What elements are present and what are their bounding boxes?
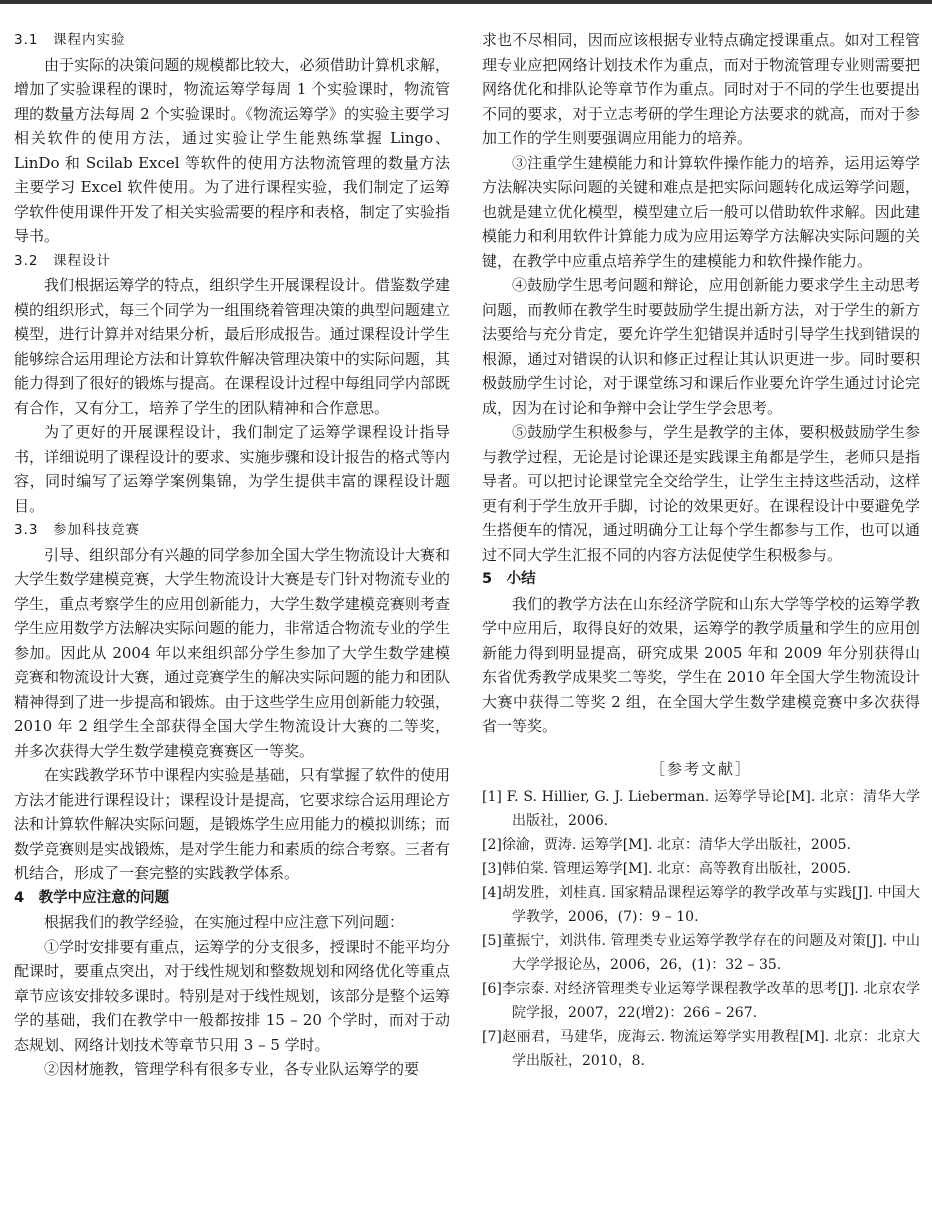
references-heading: ［参考文献］: [649, 759, 752, 778]
point-4-paragraph: ④鼓励学生思考问题和辩论，应用创新能力要求学生主动思考问题，而教师在教学生时要鼓励学生提出新方法，对于学生的新方法要给与充分肯定，要允许学生犯错误并适时引导学生找到错误的根源，通过对错误的认识和修正过程让其认识更进一步。同时要积极鼓励学生讨论，对于课堂练习和课后作业要允许学生通过讨论完成，因为在讨论和争辩中会让学生学会思考。: [482, 276, 920, 417]
section-3-2-paragraph-2: 为了更好的开展课程设计，我们制定了运筹学课程设计指导书，详细说明了课程设计的要求、实施步骤和设计报告的格式等内容，同时编写了运筹学案例集锦，为学生提供丰富的课程设计题目。: [14, 423, 450, 515]
point-3-paragraph: ③注重学生建模能力和计算软件操作能力的培养，运用运筹学方法解决实际问题的关键和难点是把实际问题转化成运筹学问题，也就是建立优化模型，模型建立后一般可以借助软件求解。因此建模能力和利用软件计算能力成为应用运筹学方法解决实际问题的关键，在教学中应重点培养学生的建模能力和软件操作能力。: [482, 153, 920, 270]
reference-item: [2]徐渝，贾涛. 运筹学[M]. 北京：清华大学出版社，2005.: [482, 836, 851, 853]
reference-item: [3]韩伯棠. 管理运筹学[M]. 北京：高等教育出版社，2005.: [482, 860, 851, 877]
section-4-heading: 4 教学中应注意的问题: [14, 889, 170, 906]
section-5-paragraph: 我们的教学方法在山东经济学院和山东大学等学校的运筹学教学中应用后，取得良好的效果，运筹学的教学质量和学生的应用创新能力得到明显提高，研究成果 2005 年和 2009 年分别获得山东省优秀教学成果奖二等奖，学生在 2010 年全国大学生物流设计大赛中获得二等奖 2 组，在全国大学生数学建模竞赛中多次获得省一等奖。: [482, 594, 920, 735]
section-3-1-heading: 3.1 课程内实验: [14, 32, 126, 48]
section-3-2-heading: 3.2 课程设计: [14, 252, 111, 269]
continued-paragraph: 求也不尽相同，因而应该根据专业特点确定授课重点。如对工程管理专业应把网络计划技术作为重点，而对于物流管理专业则需要把网络优化和排队论等章节作为重点。同时对于不同的学生也要提出不同的要求，对于立志考研的学生理论方法要求的就高，而对于参加工作的学生则要强调应用能力的培养。: [482, 31, 920, 147]
reference-item: [5]董振宁，刘洪伟. 管理类专业运筹学教学存在的问题及对策[J]. 中山大学学报论丛，2006，26，(1)：32 – 35.: [482, 932, 920, 973]
section-3-1-paragraph: 由于实际的决策问题的规模都比较大，必须借助计算机求解，增加了实验课程的课时，物流运筹学每周 1 个实验课时，物流管理的数量方法每周 2 个实验课时。《物流运筹学》的实验主要学习相关软件的使用方法，通过实验让学生能熟练掌握 Lingo、LinDo 和 Scilab Excel 等软件的使用方法物流管理的数量方法主要学习 Excel 软件使用。为了进行课程实验，我们制定了运筹学软件使用课件开发了相关实验需要的程序和表格，制定了实验指导书。: [14, 55, 450, 245]
reference-item: [1] F. S. Hillier, G. J. Lieberman. 运筹学导论[M]. 北京：清华大学出版社，2006.: [482, 788, 920, 829]
reference-item: [4]胡发胜，刘桂真. 国家精品课程运筹学的教学改革与实践[J]. 中国大学教学，2006，(7)：9 – 10.: [482, 884, 920, 925]
section-3-3-paragraph-2: 在实践教学环节中课程内实验是基础，只有掌握了软件的使用方法才能进行课程设计；课程设计是提高，它要求综合运用理论方法和计算软件解决实际问题，是锻炼学生应用能力的模拟训练；而数学竞赛则是实战锻炼，是对学生能力和素质的综合考察。三者有机结合，形成了一套完整的实践教学体系。: [14, 766, 450, 882]
section-3-3-paragraph-1: 引导、组织部分有兴趣的同学参加全国大学生物流设计大赛和大学生数学建模竞赛，大学生物流设计大赛是专门针对物流专业的学生，重点考察学生的应用创新能力，大学生数学建模竞赛则考查学生应用数学方法解决实际问题的能力，非常适合物流专业的学生参加。因此从 2004 年以来组织部分学生参加了大学生数学建模竞赛和物流设计大赛，通过竞赛学生的解决实际问题的能力和团队精神得到了进一步提高和锻炼。由于这些学生应用创新能力较强，2010 年 2 组学生全部获得全国大学生物流设计大赛的二等奖，并多次获得大学生数学建模竞赛赛区一等奖。: [14, 545, 450, 760]
section-5-heading: 5 小结: [482, 571, 536, 587]
section-3-2-paragraph-1: 我们根据运筹学的特点，组织学生开展课程设计。借鉴数学建模的组织形式，每三个同学为一组围绕着管理决策的典型问题建立模型，进行计算并对结果分析，最后形成报告。通过课程设计学生能够综合运用理论方法和计算软件解决管理决策中的实际问题，其能力得到了很好的锻炼与提高。在课程设计过程中每组同学内部既有合作，又有分工，培养了学生的团队精神和合作意思。: [14, 276, 450, 417]
right-column: [482, 28, 920, 1073]
reference-item: [6]李宗泰. 对经济管理类专业运筹学课程教学改革的思考[J]. 北京农学院学报，2007，22(增2)：266 – 267.: [482, 980, 920, 1021]
section-4-paragraph-3: ②因材施教，管理学科有很多专业，各专业队运筹学的要: [44, 1060, 420, 1078]
left-column: [14, 28, 450, 1082]
section-4-paragraph-1: 根据我们的教学经验，在实施过程中应注意下列问题：: [44, 913, 405, 931]
reference-item: [7]赵丽君，马建华，庞海云. 物流运筹学实用教程[M]. 北京：北京大学出版社，2010，8.: [482, 1028, 920, 1069]
point-5-paragraph: ⑤鼓励学生积极参与，学生是教学的主体，要积极鼓励学生参与教学过程，无论是讨论课还是实践课主角都是学生，老师只是指导者。可以把讨论课堂完全交给学生，让学生主持这些活动，这样更有利于学生放开手脚，讨论的效果更好。在课程设计中要避免学生搭便车的情况，通过明确分工让每个学生都参与工作，也可以通过不同大学生汇报不同的内容方法促使学生积极参与。: [482, 423, 920, 564]
header-rule: [0, 0, 932, 4]
section-4-paragraph-2: ①学时安排要有重点，运筹学的分支很多，授课时不能平均分配课时，要重点突出，对于线性规划和整数规划和网络优化等重点章节应该安排较多课时。特别是对于线性规划，该部分是整个运筹学的基础，我们在教学中一般都按排 15 – 20 个学时，而对于动态规划、网络计划技术等章节只用 3 – 5 学时。: [14, 937, 450, 1054]
section-3-3-heading: 3.3 参加科技竞赛: [14, 522, 140, 538]
